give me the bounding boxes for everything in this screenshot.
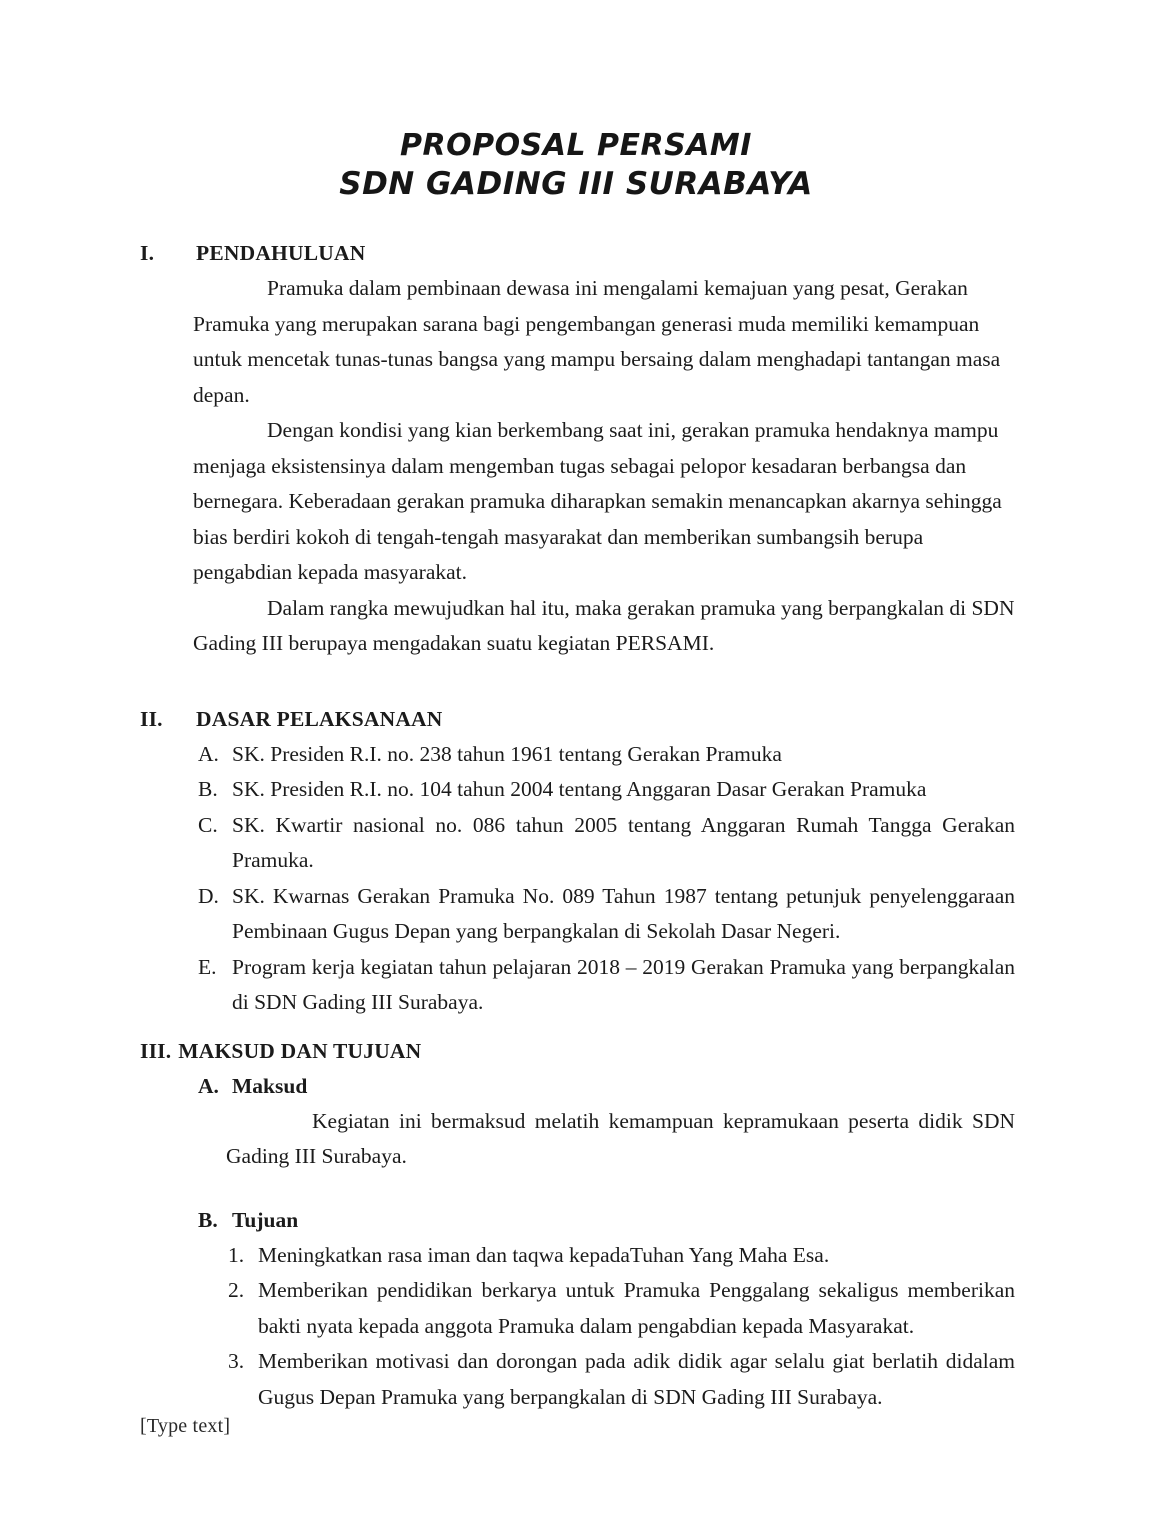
list-item bbox=[198, 808, 1015, 879]
dasar-pelaksanaan-list bbox=[140, 737, 1015, 1021]
list-marker: E. bbox=[198, 954, 217, 979]
list-marker: C. bbox=[198, 812, 218, 837]
section-title-2: DASAR PELAKSANAAN bbox=[196, 706, 443, 731]
list-marker: 3. bbox=[228, 1349, 245, 1373]
list-marker: 1. bbox=[228, 1242, 245, 1267]
list-marker: 2. bbox=[228, 1278, 245, 1302]
page-footer: [Type text] bbox=[140, 1415, 231, 1437]
list-marker: B. bbox=[198, 777, 218, 801]
spacer bbox=[140, 1175, 1015, 1203]
list-item bbox=[228, 1273, 1015, 1344]
subsection-marker: A. bbox=[198, 1073, 219, 1098]
list-marker: D. bbox=[198, 883, 219, 908]
list-text: SK. Presiden R.I. no. 238 tahun 1961 tentang Gerakan Pramuka bbox=[232, 741, 782, 766]
spacer bbox=[140, 662, 1015, 702]
title-line-2: SDN GADING III SURABAYA bbox=[339, 166, 813, 202]
section-title-1: PENDAHULUAN bbox=[196, 241, 366, 265]
section-number-2: II. bbox=[140, 706, 163, 731]
subsection-heading-maksud bbox=[140, 1069, 1015, 1104]
subsection-heading-tujuan bbox=[140, 1203, 1015, 1238]
tujuan-list bbox=[140, 1238, 1015, 1416]
section-title-3: MAKSUD DAN TUJUAN bbox=[178, 1038, 422, 1063]
paragraph: Pramuka dalam pembinaan dewasa ini mengalami kemajuan yang pesat, Gerakan Pramuka yang merupakan sarana bagi pengembangan generasi muda memiliki kemampuan untuk mencetak tunas-tunas bangsa yang mampu bersaing dalam menghadapi tantangan masa depan. bbox=[193, 276, 1001, 407]
list-text: Memberikan pendidikan berkarya untuk Pramuka Penggalang sekaligus memberikan bakti nyata kepada anggota Pramuka dalam pengabdian kepada Masyarakat. bbox=[258, 1278, 1015, 1338]
document-body bbox=[140, 236, 1015, 1415]
list-text: SK. Kwarnas Gerakan Pramuka No. 089 Tahun 1987 tentang petunjuk penyelenggaraan Pembinaan Gugus Depan yang berpangkalan di Sekolah Dasar Negeri. bbox=[232, 883, 1015, 943]
paragraph: Kegiatan ini bermaksud melatih kemampuan kepramukaan peserta didik SDN Gading III Surabaya. bbox=[226, 1108, 1015, 1168]
list-item bbox=[198, 879, 1015, 950]
list-text: Program kerja kegiatan tahun pelajaran 2018 – 2019 Gerakan Pramuka yang berpangkalan di SDN Gading III Surabaya. bbox=[232, 954, 1015, 1014]
section-number-1: I. bbox=[140, 241, 155, 265]
list-item bbox=[228, 1238, 1015, 1274]
list-text: Memberikan motivasi dan dorongan pada adik didik agar selalu giat berlatih didalam Gugus Depan Pramuka yang berpangkalan di SDN Gading III Surabaya. bbox=[258, 1349, 1015, 1409]
list-item bbox=[198, 950, 1015, 1021]
paragraph: Dengan kondisi yang kian berkembang saat ini, gerakan pramuka hendaknya mampu menjaga eksistensinya dalam mengemban tugas sebagai pelopor kesadaran berbangsa dan bernegara. Keberadaan gerakan pramuka diharapkan semakin menancapkan akarnya sehingga bias berdiri kokoh di tengah-tengah masyarakat dan memberikan sumbangsih berupa pengabdian kepada masyarakat. bbox=[193, 418, 1002, 584]
subsection-marker: B. bbox=[198, 1207, 218, 1232]
paragraph: Dalam rangka mewujudkan hal itu, maka gerakan pramuka yang berpangkalan di SDN Gading III berupaya mengadakan suatu kegiatan PERSAMI. bbox=[193, 595, 1015, 655]
title-line-1: PROPOSAL PERSAMI bbox=[400, 128, 752, 163]
section-heading-2 bbox=[140, 702, 1015, 737]
spacer bbox=[140, 1021, 1015, 1034]
list-item bbox=[198, 737, 1015, 773]
list-marker: A. bbox=[198, 741, 219, 766]
list-item bbox=[228, 1344, 1015, 1415]
list-text: SK. Presiden R.I. no. 104 tahun 2004 tentang Anggaran Dasar Gerakan Pramuka bbox=[232, 777, 927, 801]
section-heading-3 bbox=[140, 1034, 1015, 1069]
subsection-title: Maksud bbox=[232, 1073, 308, 1098]
list-item bbox=[198, 772, 1015, 808]
section-number-3: III. bbox=[140, 1038, 172, 1063]
subsection-title: Tujuan bbox=[232, 1207, 299, 1232]
list-text: SK. Kwartir nasional no. 086 tahun 2005 tentang Anggaran Rumah Tangga Gerakan Pramuka. bbox=[232, 812, 1015, 872]
document-title bbox=[0, 126, 1152, 204]
section-heading-1 bbox=[140, 236, 1015, 271]
list-text: Meningkatkan rasa iman dan taqwa kepadaTuhan Yang Maha Esa. bbox=[258, 1242, 830, 1267]
